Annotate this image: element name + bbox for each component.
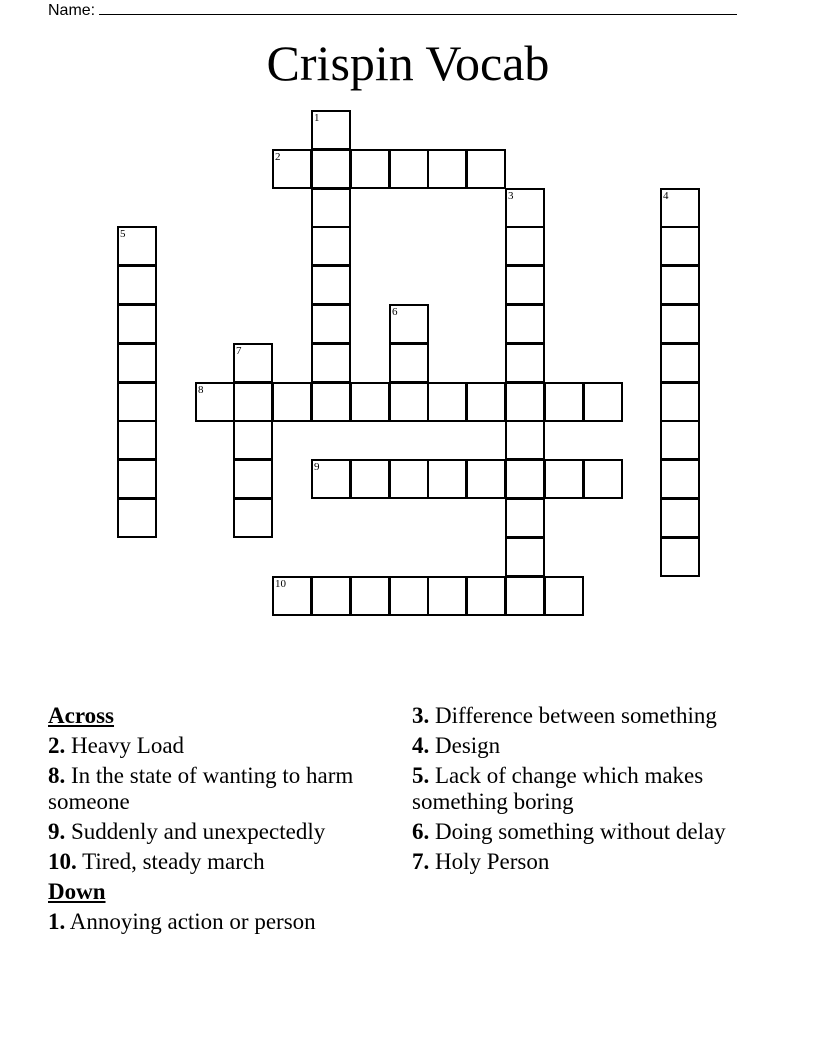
- crossword-cell[interactable]: [389, 343, 429, 383]
- crossword-cell[interactable]: [583, 382, 623, 422]
- crossword-cell[interactable]: [272, 382, 312, 422]
- crossword-cell[interactable]: [311, 149, 351, 189]
- cell-number: 8: [198, 384, 204, 396]
- crossword-cell[interactable]: [505, 265, 545, 305]
- crossword-cell[interactable]: [544, 459, 584, 499]
- crossword-cell[interactable]: [660, 265, 700, 305]
- crossword-cell[interactable]: [660, 420, 700, 460]
- clue-across-10: [48, 849, 388, 875]
- crossword-cell[interactable]: [505, 420, 545, 460]
- crossword-cell[interactable]: [233, 343, 273, 383]
- crossword-cell[interactable]: [427, 382, 467, 422]
- crossword-cell[interactable]: [505, 226, 545, 266]
- clue-across-9: [48, 819, 388, 845]
- crossword-cell[interactable]: [505, 343, 545, 383]
- crossword-cell[interactable]: [660, 343, 700, 383]
- clue-number: 3.: [412, 703, 430, 728]
- crossword-cell[interactable]: [505, 382, 545, 422]
- crossword-cell[interactable]: [505, 188, 545, 228]
- crossword-cell[interactable]: [311, 265, 351, 305]
- crossword-cell[interactable]: [389, 576, 429, 616]
- clue-down-1: [48, 909, 388, 935]
- clue-across-8: [48, 763, 388, 815]
- crossword-cell[interactable]: [233, 459, 273, 499]
- clue-text: Tired, steady march: [82, 849, 265, 874]
- crossword-cell[interactable]: [117, 498, 157, 538]
- crossword-cell[interactable]: [117, 265, 157, 305]
- crossword-cell[interactable]: [117, 420, 157, 460]
- cell-number: 4: [663, 190, 669, 202]
- crossword-cell[interactable]: [350, 576, 390, 616]
- crossword-cell[interactable]: [311, 343, 351, 383]
- cell-number: 2: [275, 151, 281, 163]
- crossword-cell[interactable]: [466, 382, 506, 422]
- crossword-cell[interactable]: [117, 459, 157, 499]
- crossword-cell[interactable]: [660, 382, 700, 422]
- crossword-cell[interactable]: [311, 188, 351, 228]
- clue-down-4: [412, 733, 752, 759]
- crossword-cell[interactable]: [505, 576, 545, 616]
- crossword-cell[interactable]: [466, 459, 506, 499]
- crossword-cell[interactable]: [427, 576, 467, 616]
- crossword-cell[interactable]: [117, 343, 157, 383]
- crossword-cell[interactable]: [311, 576, 351, 616]
- crossword-cell[interactable]: [505, 498, 545, 538]
- crossword-cell[interactable]: [350, 382, 390, 422]
- crossword-cell[interactable]: [272, 576, 312, 616]
- crossword-cell[interactable]: [311, 110, 351, 150]
- crossword-cell[interactable]: [660, 226, 700, 266]
- clue-down-6: [412, 819, 752, 845]
- clues-right-column: [412, 703, 752, 879]
- clue-text: Annoying action or person: [69, 909, 316, 934]
- clue-number: 9.: [48, 819, 66, 844]
- clue-number: 8.: [48, 763, 66, 788]
- clue-text: Heavy Load: [71, 733, 185, 758]
- clue-text: Suddenly and unexpectedly: [71, 819, 326, 844]
- clue-text: Design: [435, 733, 501, 758]
- crossword-cell[interactable]: [583, 459, 623, 499]
- crossword-cell[interactable]: [311, 382, 351, 422]
- clue-number: 7.: [412, 849, 430, 874]
- cell-number: 5: [120, 228, 126, 240]
- crossword-cell[interactable]: [660, 537, 700, 577]
- crossword-cell[interactable]: [117, 226, 157, 266]
- clue-text: Lack of change which makes something boring: [412, 763, 704, 814]
- crossword-cell[interactable]: [466, 149, 506, 189]
- crossword-cell[interactable]: [272, 149, 312, 189]
- clue-number: 10.: [48, 849, 77, 874]
- crossword-cell[interactable]: [505, 304, 545, 344]
- clue-across-2: [48, 733, 388, 759]
- crossword-cell[interactable]: [233, 420, 273, 460]
- page-title: Crispin Vocab: [266, 35, 550, 91]
- cell-number: 10: [275, 578, 286, 590]
- crossword-cell[interactable]: [389, 149, 429, 189]
- crossword-cell[interactable]: [117, 382, 157, 422]
- crossword-cell[interactable]: [427, 459, 467, 499]
- crossword-cell[interactable]: [311, 304, 351, 344]
- clue-down-5: [412, 763, 752, 815]
- crossword-cell[interactable]: [544, 576, 584, 616]
- crossword-cell[interactable]: [660, 459, 700, 499]
- crossword-cell[interactable]: [505, 537, 545, 577]
- crossword-cell[interactable]: [660, 498, 700, 538]
- crossword-cell[interactable]: [389, 304, 429, 344]
- down-heading: Down: [48, 879, 106, 904]
- crossword-cell[interactable]: [233, 382, 273, 422]
- crossword-cell[interactable]: [466, 576, 506, 616]
- crossword-cell[interactable]: [389, 382, 429, 422]
- crossword-cell[interactable]: [311, 226, 351, 266]
- crossword-cell[interactable]: [350, 149, 390, 189]
- crossword-cell[interactable]: [311, 459, 351, 499]
- crossword-cell[interactable]: [117, 304, 157, 344]
- clue-text: In the state of wanting to harm someone: [48, 763, 354, 814]
- crossword-cell[interactable]: [233, 498, 273, 538]
- crossword-cell[interactable]: [389, 459, 429, 499]
- crossword-cell[interactable]: [427, 149, 467, 189]
- crossword-cell[interactable]: [195, 382, 235, 422]
- crossword-cell[interactable]: [544, 382, 584, 422]
- cell-number: 6: [392, 306, 398, 318]
- crossword-cell[interactable]: [660, 304, 700, 344]
- clue-text: Difference between something: [435, 703, 717, 728]
- across-heading: Across: [48, 703, 115, 728]
- clue-down-7: [412, 849, 752, 875]
- cell-number: 9: [314, 461, 320, 473]
- crossword-cell[interactable]: [505, 459, 545, 499]
- name-label: Name:: [48, 2, 96, 19]
- clue-number: 6.: [412, 819, 430, 844]
- clue-number: 4.: [412, 733, 430, 758]
- crossword-cell[interactable]: [660, 188, 700, 228]
- cell-number: 3: [508, 190, 514, 202]
- clue-number: 2.: [48, 733, 66, 758]
- clue-number: 1.: [48, 909, 66, 934]
- crossword-cell[interactable]: [350, 459, 390, 499]
- clue-text: Doing something without delay: [435, 819, 726, 844]
- clue-text: Holy Person: [435, 849, 550, 874]
- cell-number: 7: [236, 345, 242, 357]
- cell-number: 1: [314, 112, 320, 124]
- clues-left-column: [48, 703, 388, 939]
- clue-number: 5.: [412, 763, 430, 788]
- clue-down-3: [412, 703, 752, 729]
